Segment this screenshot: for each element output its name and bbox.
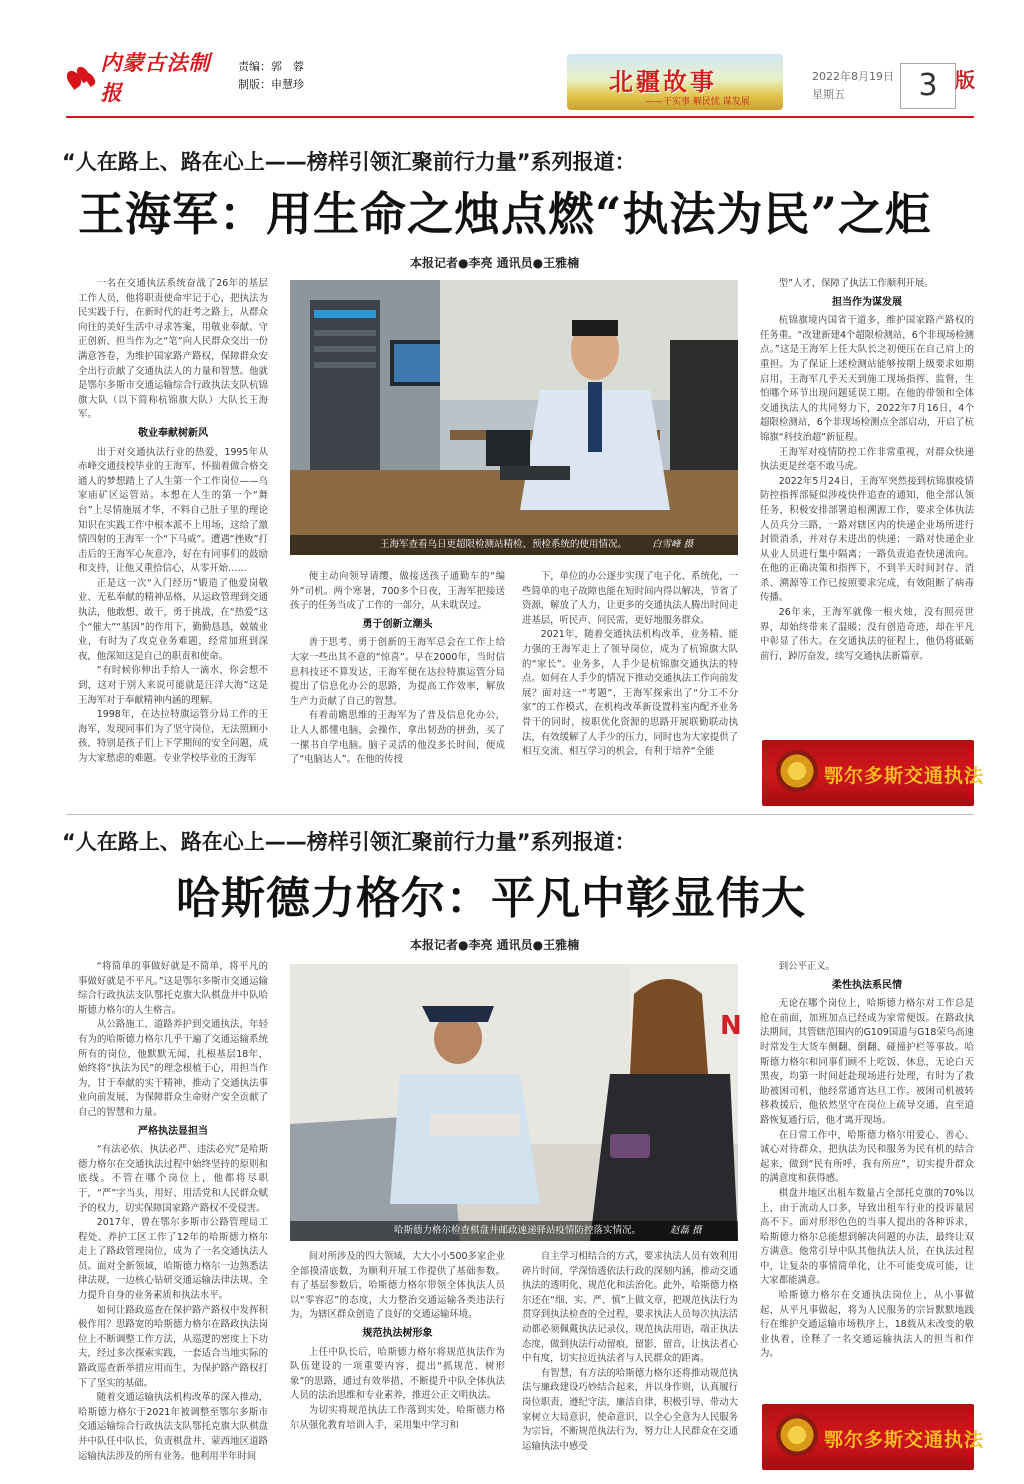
article2-headline: 哈斯德力格尔：平凡中彰显伟大: [176, 873, 806, 924]
section-heading: 柔性执法系民情: [832, 979, 902, 991]
article1-byline: 本报记者●李亮 通讯员●王雅楠: [410, 256, 580, 270]
paragraph: 杭锦旗境内国省干道多，维护国家路产路权的任务重。“改建新建4个超限检测站，6个非现场检测点。”这是王海军上任大队长之初便压在自己肩上的重担。为了保证上述检测站能够按期上级要求如期启用，王海军几乎天天到施工现场指挥、监督，生怕哪个环节出现问题延误工期。在他的带领和全体交通执法人的共同努力下，2022年7月16日，4个超限检测站，6个非现场检测点全部启动，开启了杭锦旗“科技治超”新征程。: [760, 315, 974, 443]
section-heading: 规范执法树形象: [362, 1327, 433, 1339]
paragraph: “有时候你伸出手给人一滴水，你会想不到，这对于别人来说可能就是汪洋大海”这是王海军对于奉献精神内涵的理解。: [78, 665, 268, 706]
paragraph: 棋盘井地区出租车数量占全部托克旗的70%以上，由于流动人口多，导致出租车行业的投诉量居高不下。面对形形色色的当事人提出的各种诉求，哈斯德力格尔总能想到解决问题的办法，最终让双方满意。他常引导中队其他执法人员，在执法过程中，让复杂的事情简单化，让不可能变成可能，让大家都能满意。: [760, 1187, 974, 1287]
section-heading: 担当作为谋发展: [832, 296, 902, 308]
paragraph: 随着交通运输执法机构改革的深入推动，哈斯德力格尔于2021年被调整至鄂尔多斯市交通运输综合行政执法支队鄂托克旗大队棋盘井中队任中队长，负责棋盘井、蒙西地区道路运输执法涉及的所有业务。他利用半年时间: [78, 1392, 268, 1462]
paragraph: 上任中队长后，哈斯德力格尔将规范执法作为队伍建设的一项重要内容，提出“抓规范、树形象”的思路，通过有效举措，不断提升中队全体执法人员的法治思维和专业素养，推进公正文明执法。: [290, 1346, 505, 1402]
editor-credit: 责编：郭 蓉: [238, 60, 304, 73]
page-number: 3: [900, 63, 956, 109]
paragraph: 为切实将规范执法工作落到实处，哈斯德力格尔从强化教育培训入手，采用集中学习和: [290, 1404, 505, 1431]
paragraph: 无论在哪个岗位上，哈斯德力格尔对工作总是抢在前面，加班加点已经成为家常便饭。在路政执法期间，其管辖范围内的G109国道与G18荣乌高速时常发生大货车侧翻、倒翻、碰撞护栏等事故。哈斯德力格尔和同事们顾不上吃饭、休息，无论白天黑夜，均第一时间赶赴现场进行处理，有时为了救助被困司机，他经常通宵达旦工作。被困司机被转移救援后，他依然坚守在岗位上疏导交通，直至道路恢复通行后，他才离开现场。: [760, 998, 974, 1126]
article1-kicker: “人在路上、路在心上——榜样引领汇聚前行力量”系列报道：: [62, 150, 636, 174]
paragraph: 26年来，王海军就像一根火烛，没有照亮世界，却始终带来了温暖；没有创造奇迹，却在平凡中彰显了伟大。在交通执法的征程上，他仍将砥砺前行，踔厉奋发，续写交通执法新篇章。: [760, 607, 974, 662]
issue-date-block: [812, 68, 894, 104]
paragraph: “将简单的事做好就是不简单，将平凡的事做好就是不平凡。”这是鄂尔多斯市交通运输综合行政执法支队鄂托克旗大队棋盘井中队哈斯德力格尔的人生格言。: [78, 961, 268, 1016]
paragraph: 有智慧，有方法的哈斯德力格尔还将推动规范执法与廉政建设巧妙结合起来，并以身作则，认真履行岗位职责，遵纪守法，廉洁自律，积极引导、带动大家树立大局意识，使命意识，以全心全意为人民服务为宗旨，不断规范执法行为，努力让人民群众在交通运输执法中感受: [522, 1367, 738, 1452]
paragraph: 善于思考、勇于创新的王海军总会在工作上给大家一些出其不意的“惊喜”。早在2000年，当时信息科技还不算发达，王海军便在达拉特旗运管分局提出了信息化办公的思路，为提高工作效率，解放生产力贡献了自己的智慧。: [290, 637, 505, 707]
paragraph: 在日常工作中，哈斯德力格尔用爱心、善心、诚心对待群众，把执法为民和服务为民有机的结合起来，做到“民有所呼，我有所应”，切实提升群众的满意度和获得感。: [760, 1129, 974, 1185]
officer-checking-staff-image: [290, 964, 742, 1241]
article1-column-4: [760, 277, 974, 717]
paragraph: 型”人才，保障了执法工作顺利开展。: [778, 278, 934, 289]
article2-photo: [290, 964, 742, 1241]
article1-column-3: [522, 570, 738, 780]
paragraph: 间对所涉及的四大领域，大大小小500多家企业全部摸清底数，为顺利开展工作提供了基础参数。有了基层参数后，哈斯德力格尔带领全体执法人员以“零容忍”的态度，大力整治交通运输各类违法行为，为辖区群众创造了良好的交通运输环境。: [290, 1251, 505, 1321]
paragraph: “有法必依、执法必严、违法必究”是哈斯德力格尔在交通执法过程中始终坚持的原则和底线。不管在哪个岗位上，他都将尽职于，“严”字当头，用好、用活党和人民群众赋予的权力，切实保障国家路产路权不受侵害。: [78, 1144, 268, 1214]
paragraph: 王海军对疫情防控工作非常重视，对群众快递执法更是丝毫不敢马虎。: [760, 446, 974, 473]
section-heading: 敬业奉献树新风: [138, 427, 208, 439]
paragraph: 到公平正义。: [778, 961, 836, 972]
article1-column-1: [78, 277, 268, 782]
article-divider: [66, 814, 974, 815]
photo-caption-text: 王海军查看乌日更超限检测站精检、预检系统的使用情况。: [380, 539, 628, 550]
paragraph: 2021年，随着交通执法机构改革，业务精、能力强的王海军走上了领导岗位，成为了杭锦旗大队的“家长”。业务多，人手少是杭锦旗交通执法的特点。如何在人手少的情况下推动交通执法工作向前发展？面对这一“考题”，王海军探索出了“分工不分家”的工作模式，在机构改革新设置科室内配齐业务骨干的同时，按职优化资源的思路开展联勤联动执法，有效缓解了人手少的压力，同时也为大家提供了相互交流、相互学习的机会，有利于培养“全能: [522, 629, 738, 758]
officer-at-computer-image: [290, 280, 738, 555]
article2-column-3: [522, 1250, 738, 1466]
paragraph: 2017年，曾在鄂尔多斯市公路管理局工程处、养护工区工作了12年的哈斯德力格尔走上了路政管理岗位，成为了一名交通执法人员。面对全新领域，哈斯德力格尔一边熟悉法律法规，一边核心钻研交通运输法律法规、全力提升自身的业务素质和执法水平。: [78, 1217, 268, 1302]
article2-logo-badge: [762, 1404, 985, 1470]
paragraph: 出于对交通执法行业的热爱，1995年从赤峰交通技校毕业的王海军，怀揣着做合格交通人的梦想踏上了人生第一个工作岗位——乌家庙矿区运管站。本想在人生的第一个“舞台”上尽情施展才华，不料自己肚子里的理论知识在实践工作中根本派不上用场，这给了激情四射的王海军一个“下马威”。遭遇“挫败”打击后的王海军心灰意冷，好在有同事们的鼓励和支持，让他又重拾信心，从零开始……: [78, 446, 268, 575]
editor-credits: [238, 58, 304, 94]
paragraph: 2022年5月24日，王海军突然接到杭锦旗疫情防控指挥部疑似涉疫快件追查的通知，他全部认领任务，积极安排部署追根溯源工作，要求全体执法人员兵分三路，一路对辖区内的快递企业场所进行封锁消杀，并对存未进出的快递；一路对快递企业从业人员进行集中隔离；一路负责追查快递流向。在他的正确决策和指挥下，不到半天时间封存、消杀、溯源等工作已按照要求完成，有效阻断了病毒传播。: [760, 475, 974, 604]
newspaper-name: 内蒙古法制报: [100, 50, 211, 105]
logo-emblem-icon: [66, 64, 95, 90]
page-label: 版: [955, 68, 975, 92]
article1-logo-badge: [762, 740, 985, 806]
column-tagline: ——干实事 解民忧 谋发展: [645, 97, 750, 107]
article2-byline: 本报记者●李亮 通讯员●王雅楠: [410, 938, 580, 952]
article1-headline: 王海军：用生命之烛点燃“执法为民”之炬: [78, 187, 932, 241]
paragraph: 下，单位的办公逐步实现了电子化、系统化，一些简单的电子故障也能在短时间内得以解决，节省了资源，解放了人力，让更多的交通执法人腾出时间走进基层，听民声、问民需，更好地服务群众。: [522, 571, 738, 626]
photo-caption-text: 哈斯德力格尔检查棋盘井邮政速递驿站疫情防控落实情况。: [394, 1225, 642, 1236]
photo-credit: 赵磊 摄: [670, 1225, 702, 1236]
article1-photo: [290, 280, 738, 555]
masthead-rule: [66, 116, 974, 118]
article1-column-2: [290, 570, 505, 780]
paragraph: 正是这一次“入门经历”锻造了他爱岗敬业、无私奉献的精神品格，从运政管理到交通执法，他敢想、敢干，勇于挑战，在“热爱”这个“催大”“基因”的作用下，勤勤恳恳，兢兢业业，有时为了攻克业务难题，经常加班到深夜，他深知这是自己的职责和使命。: [78, 577, 268, 662]
paragraph: 1998年，在达拉特旗运管分局工作的王海军，发现同事们为了坚守岗位，无法照顾小孩，特别是孩子们上下学期间的安全问题，成为大家愁虑的难题。专业学校毕业的王海军: [78, 709, 268, 764]
column-title: 北疆故事: [609, 68, 717, 96]
paragraph: 如何让路政巡查在保护路产路权中发挥积极作用？思路宽的哈斯德力格尔在路政执法岗位上不断调整工作方法，从巡逻的密度上下功夫，经过多次探索实践，一套适合当地实际的路政巡查新举措应用而生，为保护路产路权打下了坚实的基础。: [78, 1304, 268, 1389]
newspaper-logo: [66, 50, 226, 105]
article1-photo-caption: [290, 535, 738, 555]
badge-text: 鄂尔多斯交通执法: [824, 765, 985, 787]
paragraph: 自主学习相结合的方式，要求执法人员有效利用碎片时间，学深悟透依法行政的深刻内涵，推动交通执法的透明化、规范化和法治化。此外，哈斯德力格尔还在“细、实、严、慎”上做文章，把规范执法行为贯穿到执法检查的全过程，要求执法人员每次执法活动都必须佩戴执法记录仪，规范执法用语，端正执法态度，做到执法行动留痕，留影，留音，让执法者心中有度，切实拉近执法者与人民群众的距离。: [522, 1251, 738, 1365]
layout-credit: 制版：申慧珍: [238, 78, 304, 91]
paragraph: 有着前瞻思维的王海军为了普及信息化办公，让人人都懂电脑，会操作，拿出韧劲的拼劲，买了一摞书自学电脑。脑子灵活的他没多长时间，便成了“电脑达人”。在他的传授: [290, 710, 505, 766]
section-heading: 勇于创新立潮头: [362, 618, 433, 630]
paragraph: 从公路施工、道路养护到交通执法，年轻有为的哈斯德力格尔几乎干遍了交通运输系统所有的岗位，他默默无闻，扎根基层18年，始终将“执法为民”的理念根植于心，用担当作为，甘于奉献的实干精神，推动了交通执法事业向前发展，为保障群众生命财产安全贡献了自己的智慧和力量。: [78, 1019, 268, 1118]
photo-credit: 白雪峰 摄: [652, 539, 694, 550]
transport-emblem-icon: [776, 750, 818, 792]
article2-kicker: “人在路上、路在心上——榜样引领汇聚前行力量”系列报道：: [62, 830, 636, 854]
paragraph: 哈斯德力格尔在交通执法岗位上，从小事做起，从平凡事做起，将为人民服务的宗旨默默地践行在维护交通运输市场秩序上，18载从未改变的敬业执着，诠释了一名交通运输执法人的担当和作为。: [760, 1290, 974, 1360]
issue-weekday: 星期五: [812, 88, 845, 101]
article2-column-2: [290, 1250, 505, 1466]
paragraph: 便主动向领导请缨，做接送孩子通勤车的“编外”司机。两个寒暑，700多个日夜，王海军把接送孩子的任务当成了工作的一部分，从未耽误过。: [290, 571, 505, 612]
transport-emblem-icon: [776, 1414, 818, 1456]
badge-text: 鄂尔多斯交通执法: [824, 1429, 985, 1451]
article2-column-4: [760, 960, 974, 1400]
paragraph: 一名在交通执法系统奋战了26年的基层工作人员，他将职责使命牢记于心，把执法为民实践于行，在新时代的赶考之路上，从群众向往的美好生活中寻求答案，用敬业奉献、守正创新、担当作为之“笔”向人民群众交出一份满意答卷，为维护国家路产路权，保障群众安全出行贡献了交通执法人的力量和智慧。他就是鄂尔多斯市交通运输综合行政执法支队杭锦旗大队（以下简称杭锦旗大队）大队长王海军。: [78, 278, 268, 421]
svg-text:N: N: [720, 1011, 742, 1041]
article2-photo-caption: [290, 1221, 738, 1241]
issue-date: 2022年8月19日: [812, 70, 894, 83]
section-heading: 严格执法显担当: [138, 1125, 208, 1137]
article2-column-1: [78, 960, 268, 1466]
column-banner: [567, 54, 783, 110]
